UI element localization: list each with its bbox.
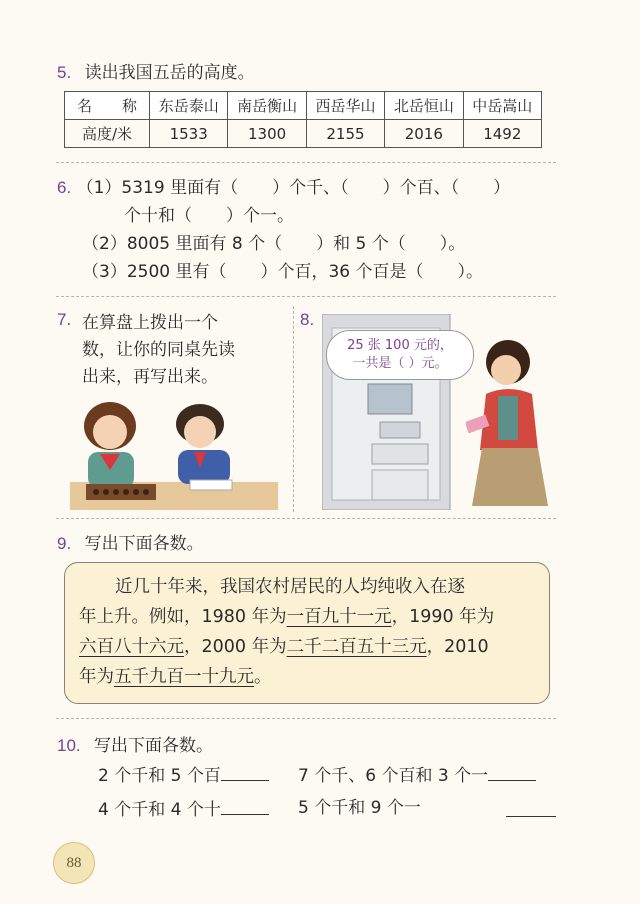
q9-heading bbox=[57, 534, 204, 554]
q5-number: 5. bbox=[57, 63, 72, 82]
divider bbox=[56, 162, 556, 163]
passage-line bbox=[79, 637, 489, 657]
table-cell: 1300 bbox=[228, 120, 306, 148]
q10-item-text: 2 个千和 5 个百 bbox=[98, 766, 221, 786]
passage-text: ，2000 年为 bbox=[184, 637, 287, 657]
table-cell: 1533 bbox=[150, 120, 228, 148]
q7-number: 7. bbox=[57, 310, 72, 329]
q10-text: 写出下面各数。 bbox=[94, 736, 214, 756]
underlined-number: 六百八十六元 bbox=[79, 637, 184, 657]
passage-text: ，2010 bbox=[426, 637, 489, 657]
passage-line bbox=[79, 607, 494, 627]
q5-text: 读出我国五岳的高度。 bbox=[84, 63, 255, 83]
q6-line1 bbox=[57, 178, 510, 198]
q6-line2: 个十和（ ）个一。 bbox=[124, 206, 294, 226]
vertical-divider bbox=[293, 306, 294, 512]
q6-line4: （3）2500 里有（ ）个百，36 个百是（ ）。 bbox=[82, 262, 484, 282]
q10-heading bbox=[57, 736, 213, 756]
children-abacus-illustration bbox=[70, 388, 278, 510]
q10-item bbox=[298, 764, 536, 786]
page-number: 88 bbox=[53, 842, 95, 884]
q7-text bbox=[82, 310, 235, 391]
woman-illustration bbox=[466, 338, 556, 510]
q10-item bbox=[98, 798, 269, 820]
q7-line: 数，让你的同桌先读 bbox=[82, 340, 235, 360]
table-cell: 1492 bbox=[463, 120, 541, 148]
passage-line bbox=[79, 667, 272, 687]
divider bbox=[56, 518, 556, 519]
passage-text: ，1990 年为 bbox=[391, 607, 495, 627]
q7-line: 在算盘上拨出一个 bbox=[82, 313, 218, 333]
table-cell: 南岳衡山 bbox=[228, 92, 306, 120]
table-cell: 中岳嵩山 bbox=[463, 92, 541, 120]
underlined-number: 一百九十一元 bbox=[286, 607, 392, 627]
q6-number: 6. bbox=[57, 178, 72, 197]
mountain-heights-table bbox=[64, 91, 542, 148]
table-cell: 2155 bbox=[306, 120, 384, 148]
table-cell: 名 称 bbox=[65, 92, 150, 120]
table-row bbox=[65, 92, 542, 120]
table-cell: 2016 bbox=[385, 120, 463, 148]
bubble-line: 25 张 100 元的， bbox=[347, 338, 453, 353]
passage-text: 年为 bbox=[79, 667, 114, 687]
passage-text: 。 bbox=[254, 667, 272, 687]
q6-line1-text: （1）5319 里面有（ ）个千、（ ）个百、（ ） bbox=[76, 178, 511, 198]
q10-item-text: 7 个千、6 个百和 3 个一 bbox=[298, 766, 489, 786]
answer-blank[interactable] bbox=[221, 798, 269, 815]
passage-text: 年上升。例如，1980 年为 bbox=[79, 607, 287, 627]
divider bbox=[56, 718, 556, 719]
table-row bbox=[65, 120, 542, 148]
q5-heading bbox=[57, 63, 255, 83]
bubble-line: 一共是（ ）元。 bbox=[352, 356, 448, 371]
q10-item bbox=[298, 798, 421, 818]
table-cell: 高度/米 bbox=[65, 120, 150, 148]
answer-blank[interactable] bbox=[488, 764, 536, 781]
speech-bubble bbox=[326, 330, 474, 380]
q10-item bbox=[98, 764, 269, 786]
q10-item-text: 4 个千和 4 个十 bbox=[98, 800, 221, 820]
passage-line: 近几十年来，我国农村居民的人均纯收入在逐 bbox=[115, 577, 465, 597]
q9-text: 写出下面各数。 bbox=[84, 534, 204, 554]
underlined-number: 五千九百一十九元 bbox=[114, 667, 254, 687]
q9-number: 9. bbox=[57, 534, 72, 553]
q10-item-text: 5 个千和 9 个一 bbox=[298, 798, 421, 818]
q7-block bbox=[57, 310, 71, 330]
answer-blank[interactable] bbox=[506, 800, 556, 817]
q8-number: 8. bbox=[300, 310, 315, 329]
q6-line3: （2）8005 里面有 8 个（ ）和 5 个（ ）。 bbox=[82, 234, 466, 254]
table-cell: 东岳泰山 bbox=[150, 92, 228, 120]
underlined-number: 二千二百五十三元 bbox=[286, 637, 427, 657]
answer-blank[interactable] bbox=[221, 764, 269, 781]
divider bbox=[56, 296, 556, 297]
q7-line: 出来，再写出来。 bbox=[82, 367, 218, 387]
table-cell: 北岳恒山 bbox=[385, 92, 463, 120]
q10-number: 10. bbox=[57, 736, 81, 755]
reading-passage-box bbox=[64, 562, 550, 704]
q8-heading bbox=[300, 310, 314, 330]
table-cell: 西岳华山 bbox=[306, 92, 384, 120]
